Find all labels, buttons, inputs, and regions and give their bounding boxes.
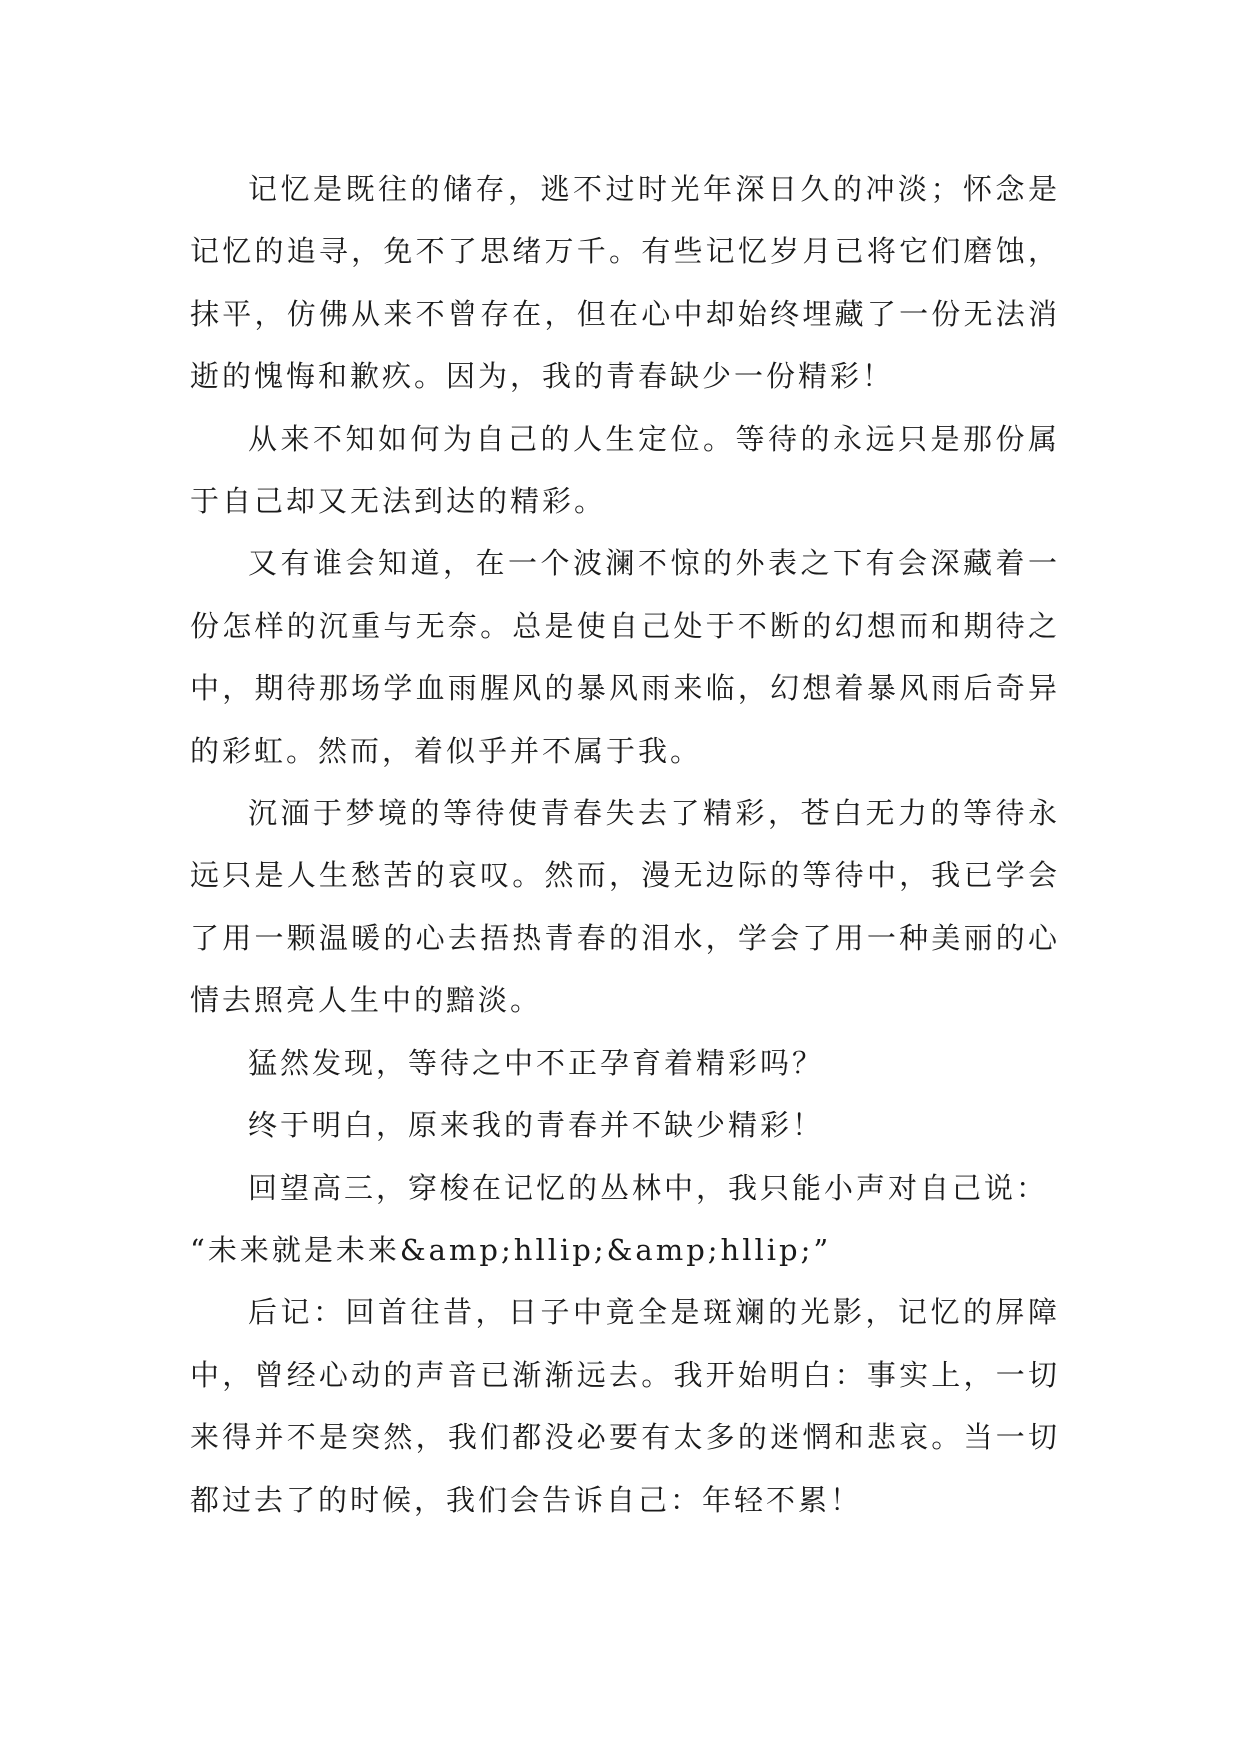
paragraph-discovery: 猛然发现，等待之中不正孕育着精彩吗？: [248, 1045, 825, 1080]
paragraph-dreams: 沉湎于梦境的等待使青春失去了精彩，苍白无力的等待永远只是人生愁苦的哀叹。然而，漫无边际的等待中，我已学会了用一颗温暖的心去捂热青春的泪水，学会了用一种美丽的心情去照亮人生中的黯淡。: [190, 796, 1060, 1018]
paragraph-senior-year: 回望高三，穿梭在记忆的丛林中，我只能小声对自己说：: [248, 1170, 1049, 1205]
paragraph-who-knows: 又有谁会知道，在一个波澜不惊的外表之下有会深藏着一份怎样的沉重与无奈。总是使自己处于不断的幻想而和期待之中，期待那场学血雨腥风的暴风雨来临，幻想着暴风雨后奇异的彩虹。然而，着似乎并不属于我。: [190, 546, 1060, 768]
paragraph-positioning: 从来不知如何为自己的人生定位。等待的永远只是那份属于自己却又无法到达的精彩。: [190, 421, 1060, 519]
paragraph-realization: 终于明白，原来我的青春并不缺少精彩！: [248, 1108, 825, 1143]
paragraph-quote: “未来就是未来&amp;hllip;&amp;hllip;”: [190, 1232, 832, 1267]
document-body: [190, 158, 1060, 1531]
paragraph-postscript: 后记：回首往昔，日子中竟全是斑斓的光影，记忆的屏障中，曾经心动的声音已渐渐远去。我开始明白：事实上，一切来得并不是突然，我们都没必要有太多的迷惘和悲哀。当一切都过去了的时候，我们会告诉自己：年轻不累！: [190, 1295, 1060, 1517]
paragraph-memory: 记忆是既往的储存，逃不过时光年深日久的冲淡；怀念是记忆的追寻，免不了思绪万千。有些记忆岁月已将它们磨蚀，抹平，仿佛从来不曾存在，但在心中却始终埋藏了一份无法消逝的愧悔和歉疚。因为，我的青春缺少一份精彩！: [190, 172, 1060, 394]
